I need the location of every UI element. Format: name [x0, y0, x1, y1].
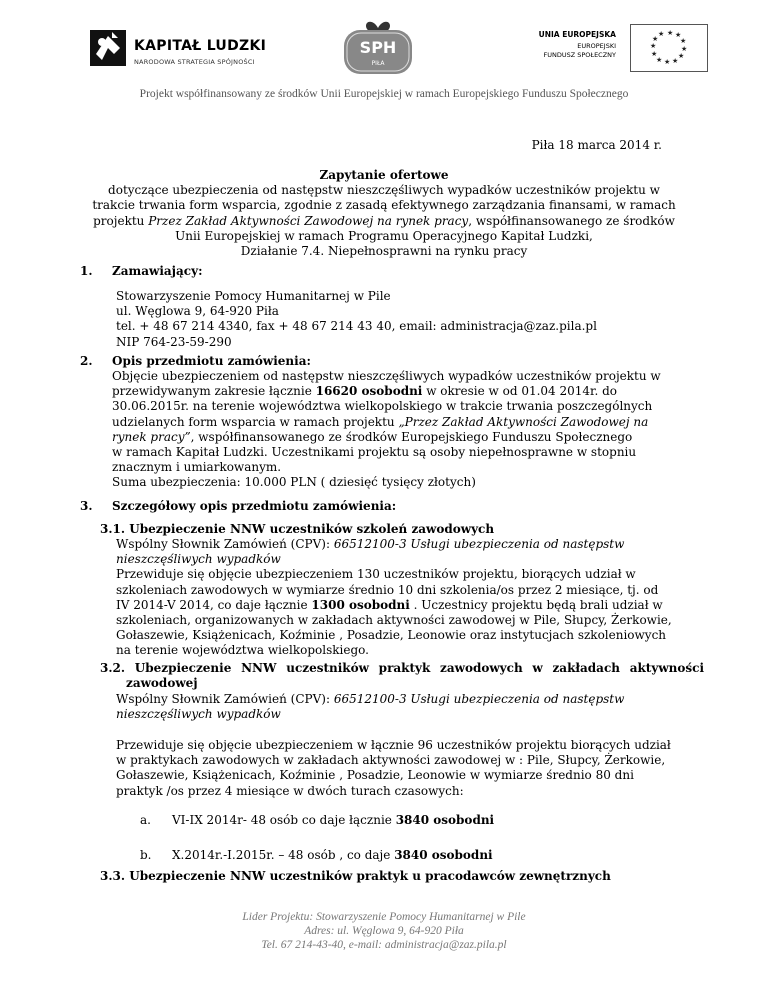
section-heading: Szczegółowy opis przedmiotu zamówienia: [112, 499, 397, 513]
footer: Lider Projektu: Stowarzyszenie Pomocy Humanitarnej w Pile Adres: ul. Węglowa 9, 64-920 Piła Tel. 67 214-43-40, e-mail: administracja@zaz.pila.pl [242, 911, 526, 951]
kapital-ludzki-title: KAPITAŁ LUDZKI [134, 38, 267, 54]
title-line: Działanie 7.4. Niepełnosprawni na rynku pracy [240, 244, 528, 259]
section-body: Objęcie ubezpieczeniem od następstw nieszczęśliwych wypadków uczestników projektu w przewidywanym zakresie łącznie 16620 osobodni w okresie w od 01.04 2014r. do 30.06.2015r. na terenie województwa wielkopolskiego w trakcie trwania poszczególnych udzielanych form wsparcia w ramach projektu „Przez Zakład Aktywności Zawodowej na rynek pracy”, współfinansowanego ze środków Europejskiego Funduszu Społecznego w ramach Kapitał Ludzki. Uczestnikami projektu są osoby niepełnosprawne w stopniu znacznym i umiarkowanym. Suma ubezpieczenia: 10.000 PLN ( dziesięć tysięcy złotych) [112, 369, 661, 490]
svg-text:★: ★ [678, 52, 685, 60]
subsection-body: Wspólny Słownik Zamówień (CPV): 66512100-3 Usługi ubezpieczenia od następstw nieszczęśliwych wypadków Przewiduje się objęcie ubezpieczeniem 130 uczestników projektu, biorących udział w szkoleniach zawodowych w wymiarze średnio 10 dni szkolenia/os przez 2 miesiące, tj. od IV 2014-V 2014, co daje łącznie 1300 osobodni . Uczestnicy projektu będą brali udział w szkoleniach, organizowanych w zakładach aktywności zawodowej w Pile, Słupcy, Żerkowie, Gołaszewie, Książenicach, Koźminie , Posadzie, Leonowie oraz instytucjach szkoleniowych na terenie województwa wielkopolskiego. [116, 537, 672, 658]
sph-logo [340, 14, 416, 74]
contractor-details: Stowarzyszenie Pomocy Humanitarnej w Pile ul. Węglowa 9, 64-920 Piła tel. + 48 67 214 4340, fax + 48 67 214 43 40, email: administracja@zaz.pila.pl NIP 764-23-59-290 [116, 289, 597, 349]
eu-flag-icon [630, 24, 708, 72]
svg-text:★: ★ [652, 35, 659, 43]
funding-statement: Projekt współfinansowany ze środków Unii Europejskiej w ramach Europejskiego Funduszu Społecznego [139, 88, 629, 100]
title-line: trakcie trwania form wsparcia, zgodnie z zasadą efektywnego zarządzania finansami, w ramach [92, 198, 676, 213]
eu-line3: FUNDUSZ SPOŁECZNY [543, 51, 616, 59]
title-line: projektu Przez Zakład Aktywności Zawodowej na rynek pracy, współfinansowanego ze środków [93, 213, 675, 228]
title-line: dotyczące ubezpieczenia od następstw nieszczęśliwych wypadków uczestników projektu w [108, 183, 660, 198]
svg-text:★: ★ [651, 50, 658, 58]
svg-text:★: ★ [681, 45, 688, 53]
section-number: 3. [80, 499, 93, 513]
section-heading: Zamawiający: [112, 264, 203, 278]
kapital-ludzki-emblem-icon [88, 28, 128, 68]
subsection-heading-cont: zawodowej [126, 676, 198, 690]
eu-title: UNIA EUROPEJSKA [538, 30, 616, 39]
subsection-heading: 3.2. Ubezpieczenie NNW uczestników praktyk zawodowych w zakładach aktywności [100, 661, 704, 675]
eu-logo [538, 24, 708, 74]
document-title: Zapytanie ofertowe [319, 168, 449, 182]
sph-city: PIŁA [371, 60, 385, 67]
subsection-body: Przewiduje się objęcie ubezpieczeniem w łącznie 96 uczestników projektu biorących udział w praktykach zawodowych w zakładach aktywności zawodowej w : Pile, Słupcy, Żerkowie, Gołaszewie, Książenicach, Koźminie , Posadzie, Leonowie w wymiarze średnio 80 dni praktyk /os przez 4 miesiące w dwóch turach czasowych: [116, 738, 671, 798]
eu-line2: EUROPEJSKI [577, 42, 616, 50]
kapital-ludzki-logo [88, 26, 268, 76]
svg-text:★: ★ [650, 42, 657, 50]
subsection-heading: 3.1. Ubezpieczenie NNW uczestników szkoleń zawodowych [100, 522, 495, 536]
svg-text:★: ★ [667, 29, 674, 37]
svg-text:★: ★ [680, 37, 687, 45]
svg-text:★: ★ [656, 56, 663, 64]
svg-text:★: ★ [672, 57, 679, 65]
subsection-body: Wspólny Słownik Zamówień (CPV): 66512100-3 Usługi ubezpieczenia od następstw nieszczęśliwych wypadków [116, 692, 625, 722]
list-item-label: a. [140, 813, 151, 827]
document-date: Piła 18 marca 2014 r. [531, 138, 662, 152]
list-item: VI-IX 2014r- 48 osób co daje łącznie 3840 osobodni [172, 813, 495, 827]
title-block [60, 168, 708, 259]
list-item: X.2014r.-I.2015r. – 48 osób , co daje 3840 osobodni [172, 848, 493, 862]
section-number: 1. [80, 264, 93, 278]
section-number: 2. [80, 354, 93, 368]
sph-name: SPH [359, 38, 397, 57]
subsection-heading: 3.3. Ubezpieczenie NNW uczestników praktyk u pracodawców zewnętrznych [100, 869, 611, 883]
svg-text:★: ★ [658, 30, 665, 38]
section-heading: Opis przedmiotu zamówienia: [112, 354, 311, 368]
svg-text:★: ★ [664, 58, 671, 66]
title-line: Unii Europejskiej w ramach Programu Operacyjnego Kapitał Ludzki, [175, 228, 593, 243]
kapital-ludzki-subtitle: NARODOWA STRATEGIA SPÓJNOŚCI [134, 58, 255, 66]
list-item-label: b. [140, 848, 152, 862]
svg-text:★: ★ [675, 31, 682, 39]
